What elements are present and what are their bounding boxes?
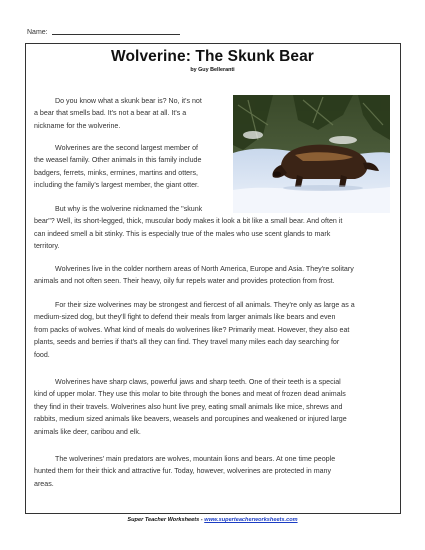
footer-separator: - xyxy=(199,517,205,523)
text-line: medium-sized dog, but they'll fight to defend their meals from larger animals like bears and even xyxy=(34,313,336,322)
paragraph-7 xyxy=(34,453,335,490)
footer-url-link[interactable]: www.superteacherworksheets.com xyxy=(204,517,298,523)
text-line: areas. xyxy=(34,479,54,488)
wolverine-in-snow-image xyxy=(233,95,390,213)
text-line: including the family's largest member, the giant otter. xyxy=(34,181,199,190)
text-line: rabbits, medium sized animals like beavers, weasels and porcupines and weakened or injured large xyxy=(34,415,347,424)
paragraph-6 xyxy=(34,376,347,438)
text-line: For their size wolverines may be strongest and fiercest of all animals. They're only as large as a xyxy=(55,301,355,309)
paragraph-2 xyxy=(34,142,201,192)
footer-credit xyxy=(0,517,425,523)
name-label: Name: xyxy=(27,29,48,36)
text-line: food. xyxy=(34,350,50,359)
paragraph-3 xyxy=(34,203,342,253)
page-title: Wolverine: The Skunk Bear xyxy=(111,48,314,65)
text-line: animals and not often seen. Their heavy, oily fur repels water and provides protection from frost. xyxy=(34,277,335,286)
text-line: the weasel family. Other animals in this family include xyxy=(34,156,202,165)
text-line: Do you know what a skunk bear is? No, it's not xyxy=(55,97,202,105)
text-line: nickname for the wolverine. xyxy=(34,121,121,130)
text-line: Wolverines are the second largest member of xyxy=(55,144,198,152)
text-line: from packs of wolves. What kind of meals do wolverines like? Primarily meat. However, they also eat xyxy=(34,325,350,334)
text-line: Wolverines live in the colder northern areas of North America, Europe and Asia. They're solitary xyxy=(55,265,354,273)
text-line: animals like deer, caribou and elk. xyxy=(34,427,141,436)
paragraph-5 xyxy=(34,299,355,361)
text-line: a bear that smells bad. It's not a bear at all. It's a xyxy=(34,109,187,118)
name-field-line xyxy=(27,29,180,36)
text-line: But why is the wolverine nicknamed the "skunk xyxy=(55,205,203,213)
paragraph-4 xyxy=(34,263,354,288)
author-byline: by Guy Belleranti xyxy=(190,67,235,73)
wolverine-photo xyxy=(233,95,390,213)
text-line: territory. xyxy=(34,242,60,251)
name-blank xyxy=(52,34,180,35)
text-line: plants, seeds and berries if that's all they can find. They travel many miles each day searching for xyxy=(34,338,340,347)
text-line: they find in their travels. Wolverines also hunt live prey, eating small animals like mice, shrews and xyxy=(34,402,343,411)
text-line: kind of upper molar. They use this molar to bite through the bones and meat of frozen dead animals xyxy=(34,390,346,399)
text-line: Wolverines have sharp claws, powerful jaws and sharp teeth. One of their teeth is a special xyxy=(55,378,341,386)
text-line: bear"? Well, its short-legged, thick, muscular body makes it look a bit like a small bear. And often it xyxy=(34,217,343,226)
footer-brand: Super Teacher Worksheets xyxy=(127,517,200,523)
text-line: The wolverines' main predators are wolves, mountain lions and bears. At one time people xyxy=(55,455,336,463)
text-line: badgers, ferrets, minks, ermines, martins and otters, xyxy=(34,168,199,177)
paragraph-1 xyxy=(34,95,202,132)
text-line: can indeed smell a bit stinky. This is especially true of the males who use scent glands to mark xyxy=(34,229,331,238)
text-line: hunted them for their thick and attractive fur. Today, however, wolverines are protected in many xyxy=(34,467,332,476)
